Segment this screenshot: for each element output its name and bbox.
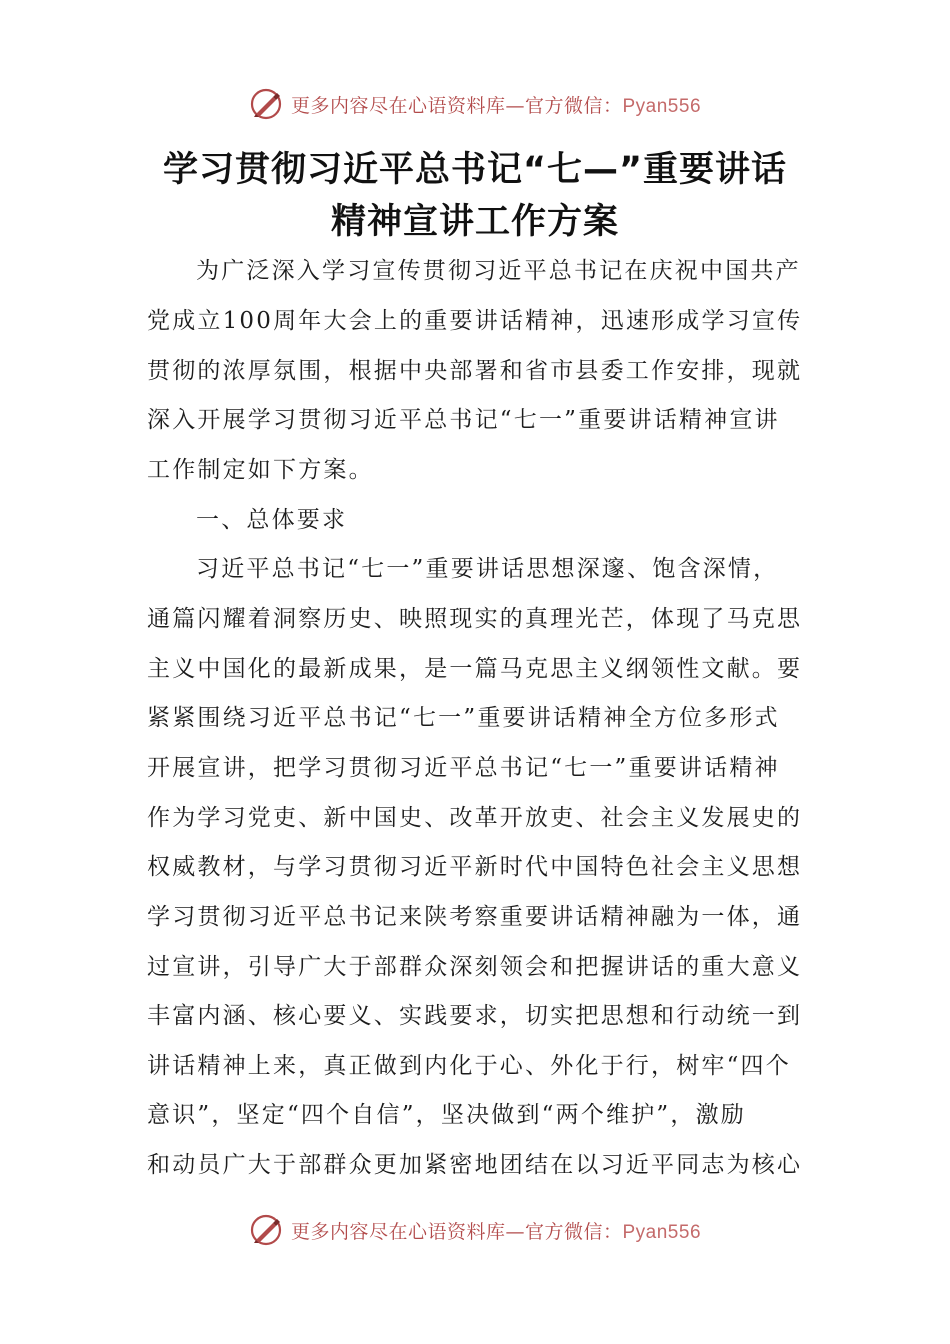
body-line: 为广泛深入学习宣传贯彻习近平总书记在庆祝中国共产 [196,258,801,284]
document-title-line-2: 精神宣讲工作方案 [330,202,619,242]
body-line: 和动员广大于部群众更加紧密地团结在以习近平同志为核心 [147,1152,803,1178]
body-line: 丰富内涵、核心要义、实践要求，切实把思想和行动统一到 [147,1003,803,1029]
body-line: 过宣讲，引导广大于部群众深刻领会和把握讲话的重大意义 [147,954,803,980]
body-line: 主义中国化的最新成果，是一篇马克思主义纲领性文献。要 [147,656,803,682]
body-line: 开展宣讲，把学习贯彻习近平总书记“七一”重要讲话精神 [147,755,780,781]
body-line: 党成立100周年大会上的重要讲话精神，迅速形成学习宣传 [147,308,803,334]
body-line: 权威教材，与学习贯彻习近平新时代中国特色社会主义思想 [147,854,803,880]
pen-logo-icon [249,87,283,121]
section-heading: 一、总体要求 [196,507,348,533]
body-line: 工作制定如下方案。 [147,457,374,483]
body-line: 习近平总书记“七一”重要讲话思想深邃、饱含深情， [196,556,779,582]
header-banner [0,84,950,124]
body-line: 深入开展学习贯彻习近平总书记“七一”重要讲话精神宣讲 [147,407,780,433]
document-title-line-1: 学习贯彻习近平总书记“七—”重要讲话 [162,150,787,190]
body-line: 意识”，坚定“四个自信”，坚决做到“两个维护”，激励 [147,1102,746,1128]
footer-banner [0,1210,950,1250]
body-line: 讲话精神上来，真正做到内化于心、外化于行，树牢“四个 [147,1053,791,1079]
body-line: 紧紧围绕习近平总书记“七一”重要讲话精神全方位多形式 [147,705,780,731]
body-line: 作为学习党吏、新中国史、改革开放吏、社会主义发展史的 [147,805,803,831]
body-line: 贯彻的浓厚氛围，根据中央部署和省市县委工作安排，现就 [147,358,803,384]
body-line: 学习贯彻习近平总书记来陕考察重要讲话精神融为一体，通 [147,904,803,930]
pen-logo-icon [249,1213,283,1247]
banner-text: 更多内容尽在心语资料库—官方微信：Pyan556 [290,1220,702,1243]
body-line: 通篇闪耀着洞察历史、映照现实的真理光芒，体现了马克思 [147,606,803,632]
banner-text: 更多内容尽在心语资料库—官方微信：Pyan556 [290,94,702,117]
